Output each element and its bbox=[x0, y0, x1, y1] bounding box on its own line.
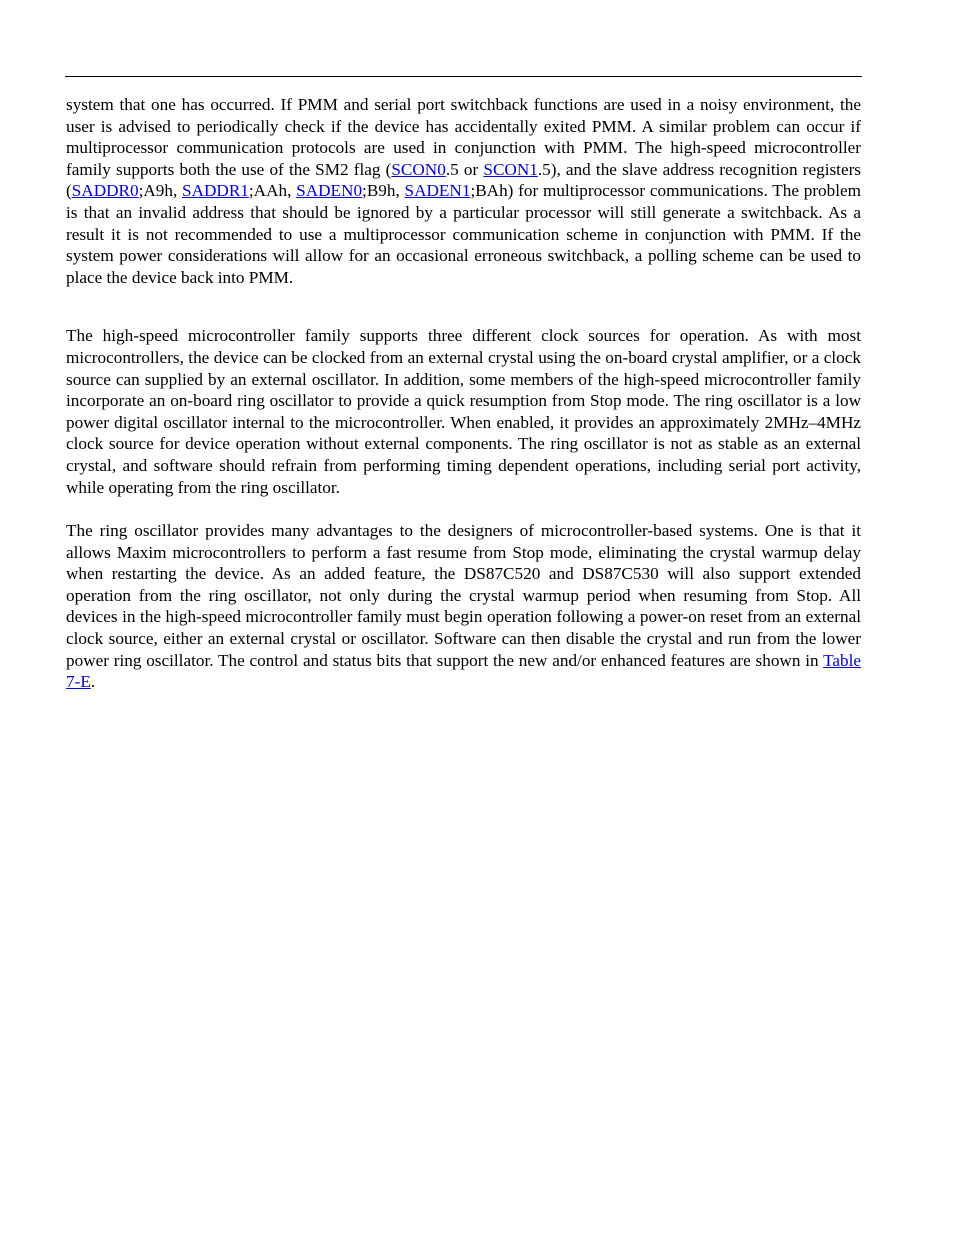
link-saden0[interactable]: SADEN0 bbox=[296, 181, 363, 201]
header-rule bbox=[65, 76, 862, 77]
text-run: ;AAh, bbox=[248, 181, 297, 201]
paragraph-ring-oscillator bbox=[66, 520, 861, 693]
link-scon1[interactable]: SCON1 bbox=[483, 159, 538, 179]
text-run: ;B9h, bbox=[362, 181, 405, 201]
paragraph-clock-sources: The high-speed microcontroller family supports three different clock sources for operation. As with most microcontrollers, the device can be clocked from an external crystal using the on-board crystal amplifier, or a clock source can supplied by an external oscillator. In addition, some members of the high-speed microcontroller family incorporate an on-board ring oscillator to provide a quick resumption from Stop mode. The ring oscillator is a low power digital oscillator internal to the microcontroller. When enabled, it provides an approximately 2MHz–4MHz clock source for device operation without external components. The ring oscillator is not as stable as an external crystal, and software should refrain from performing timing dependent operations, including serial port activity, while operating from the ring oscillator. bbox=[66, 326, 861, 497]
link-saddr0[interactable]: SADDR0 bbox=[71, 181, 139, 201]
text-run: system that one has occurred. If PMM and serial port switchback functions are used in a noisy environment, the user is advised to periodically check if the device has accidentally exited PMM. A similar problem can occur if multiprocessor communication protocols are used in conjunction with PMM. The high-speed microcontroller family supports both the use of the SM2 flag ( bbox=[66, 95, 861, 179]
document-body bbox=[66, 94, 861, 693]
text-run: The ring oscillator provides many advantages to the designers of microcontroller-based systems. One is that it allows Maxim microcontrollers to perform a fast resume from Stop mode, eliminating the crystal warmup delay when restarting the device. As an added feature, the DS87C520 and DS87C530 will also support extended operation from the ring oscillator, not only during the crystal warmup period when resuming from Stop. All devices in the high-speed microcontroller family must begin operation following a power-on reset from an external clock source, either an external crystal or oscillator. Software can then disable the crystal and run from the lower power ring oscillator. The control and status bits that support the new and/or enhanced features are shown in bbox=[66, 521, 861, 670]
text-run: .5 or bbox=[445, 159, 484, 179]
link-table-7e[interactable]: Table 7-E bbox=[66, 650, 861, 692]
link-saden1[interactable]: SADEN1 bbox=[404, 181, 471, 201]
text-run: .5), and the slave address recognition registers ( bbox=[66, 159, 861, 201]
text-run: . bbox=[90, 672, 96, 692]
link-scon0[interactable]: SCON0 bbox=[391, 159, 446, 179]
text-run: ;BAh) for multiprocessor communications. The problem is that an invalid address that should be ignored by a particular processor will still generate a switchback. As a result it is not recommended to use a multiprocessor communication scheme in conjunction with PMM. If the system power considerations will allow for an occasional erroneous switchback, a polling scheme can be used to place the device back into PMM. bbox=[66, 181, 861, 287]
paragraph-pmm-switchback bbox=[66, 94, 861, 288]
text-run: ;A9h, bbox=[138, 181, 183, 201]
link-saddr1[interactable]: SADDR1 bbox=[182, 181, 249, 201]
